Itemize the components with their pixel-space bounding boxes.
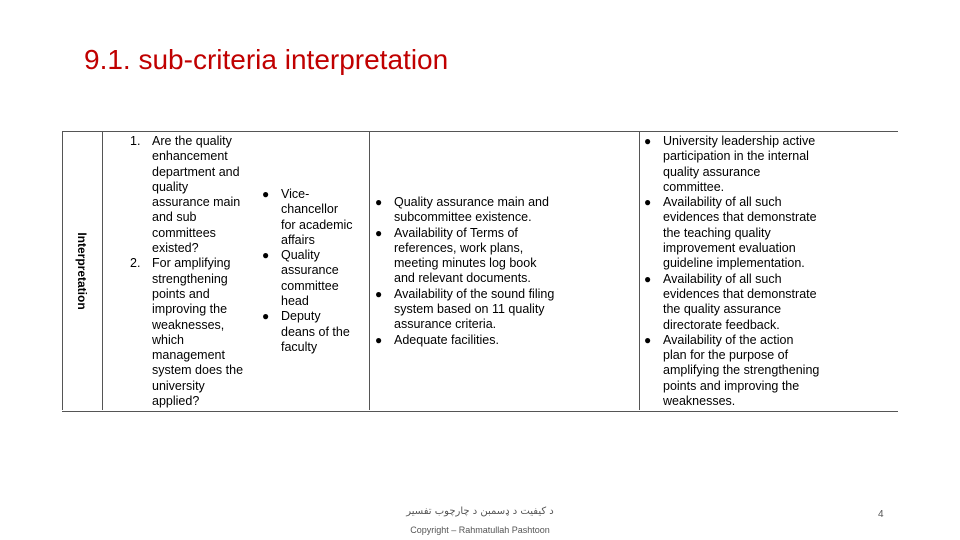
question-line: assurance main: [152, 195, 241, 210]
question-line: committees: [152, 225, 216, 240]
indicator-item-line: University leadership active: [663, 134, 816, 148]
data-source-item-line: assurance criteria.: [394, 317, 497, 332]
bullet-icon: ●: [262, 248, 270, 263]
indicators-cell: [641, 134, 897, 409]
bullet-icon: ●: [644, 332, 652, 347]
question-item: [130, 134, 262, 256]
indicator-item-line: improvement evaluation: [663, 241, 796, 256]
respondents-list: [259, 187, 367, 355]
indicator-item-line: Availability of all such: [663, 271, 782, 286]
respondent-item-line: Deputy: [281, 309, 321, 324]
bullet-icon: ●: [375, 332, 383, 347]
table-border-left: [62, 131, 63, 410]
question-number: 2.: [130, 256, 141, 271]
indicator-item-line: quality assurance: [663, 164, 761, 179]
data-source-item-line: meeting minutes log book: [394, 256, 537, 271]
table-divider-1: [102, 131, 103, 410]
bullet-icon: ●: [375, 195, 383, 209]
data-source-item-line: subcommittee existence.: [394, 210, 532, 225]
respondents-cell: [259, 187, 367, 355]
bullet-icon: ●: [644, 134, 652, 148]
respondent-item-line: Vice-: [281, 187, 310, 201]
question-line: and sub: [152, 210, 197, 225]
indicator-item-line: participation in the internal: [663, 149, 809, 164]
question-line: management: [152, 348, 225, 363]
data-source-item-line: references, work plans,: [394, 240, 524, 255]
data-source-item-line: Quality assurance main and: [394, 195, 549, 209]
footer-pashto-text: د کیفیت د ډسمبن د چارچوب تفسیر: [406, 506, 554, 517]
table-divider-2: [369, 131, 370, 410]
questions-list: [130, 134, 262, 409]
respondent-item-line: faculty: [281, 339, 318, 354]
indicator-item: [641, 195, 897, 271]
respondent-item-line: assurance: [281, 263, 339, 278]
indicator-item-line: Availability of the action: [663, 332, 794, 347]
data-source-item-line: Availability of Terms of: [394, 225, 518, 240]
respondent-item-line: head: [281, 294, 309, 309]
question-number: 1.: [130, 134, 141, 148]
question-line: strengthening: [152, 271, 228, 286]
question-line: For amplifying: [152, 256, 231, 271]
respondent-item-line: deans of the: [281, 324, 350, 339]
indicator-item-line: committee.: [663, 179, 725, 194]
table-divider-3: [639, 131, 640, 410]
question-line: applied?: [152, 394, 200, 409]
indicator-item-line: evidences that demonstrate: [663, 210, 817, 225]
data-source-item: [372, 195, 638, 226]
respondent-item-line: chancellor: [281, 202, 338, 217]
respondent-item: [259, 187, 367, 248]
data-source-item: [372, 226, 638, 287]
question-line: improving the: [152, 302, 228, 317]
question-line: weaknesses,: [152, 317, 225, 332]
indicator-item-line: the quality assurance: [663, 302, 782, 317]
question-line: existed?: [152, 241, 199, 256]
indicator-item-line: evidences that demonstrate: [663, 286, 817, 301]
indicator-item-line: amplifying the strengthening: [663, 363, 820, 378]
data-sources-cell: [372, 195, 638, 348]
indicator-item: [641, 272, 897, 333]
question-line: quality: [152, 179, 189, 194]
indicator-item: [641, 134, 897, 195]
data-source-item-line: Adequate facilities.: [394, 332, 499, 347]
indicator-item-line: directorate feedback.: [663, 317, 780, 332]
data-source-item-line: and relevant documents.: [394, 271, 531, 286]
question-line: Are the quality: [152, 134, 232, 148]
respondent-item: [259, 248, 367, 309]
respondent-item-line: Quality: [281, 248, 320, 263]
data-sources-list: [372, 195, 638, 348]
respondent-item-line: committee: [281, 278, 339, 293]
question-line: enhancement: [152, 149, 228, 164]
question-line: which: [152, 332, 184, 347]
bullet-icon: ●: [644, 195, 652, 210]
bullet-icon: ●: [262, 187, 270, 201]
indicator-item-line: weaknesses.: [663, 394, 736, 409]
bullet-icon: ●: [644, 271, 652, 286]
questions-cell: [130, 134, 262, 409]
data-source-item: [372, 333, 638, 348]
indicator-item-line: Availability of all such: [663, 195, 782, 210]
page-number: 4: [878, 509, 884, 520]
indicator-item-line: points and improving the: [663, 378, 800, 393]
respondent-item-line: for academic: [281, 217, 353, 232]
bullet-icon: ●: [375, 286, 383, 301]
data-source-item-line: system based on 11 quality: [394, 302, 545, 317]
row-label-interpretation: Interpretation: [75, 232, 89, 310]
question-line: university: [152, 378, 205, 393]
respondent-item: [259, 309, 367, 355]
question-line: department and: [152, 164, 240, 179]
footer-copyright: Copyright – Rahmatullah Pashtoon: [410, 525, 550, 535]
indicator-item-line: plan for the purpose of: [663, 348, 789, 363]
bullet-icon: ●: [262, 309, 270, 324]
bullet-icon: ●: [375, 225, 383, 240]
indicator-item: [641, 333, 897, 409]
question-line: points and: [152, 286, 210, 301]
slide-title: 9.1. sub-criteria interpretation: [84, 44, 449, 75]
question-line: system does the: [152, 363, 244, 378]
respondent-item-line: affairs: [281, 232, 315, 247]
indicators-list: [641, 134, 897, 409]
indicator-item-line: guideline implementation.: [663, 256, 805, 271]
data-source-item: [372, 287, 638, 333]
data-source-item-line: Availability of the sound filing: [394, 286, 555, 301]
indicator-item-line: the teaching quality: [663, 225, 771, 240]
question-item: [130, 256, 262, 409]
